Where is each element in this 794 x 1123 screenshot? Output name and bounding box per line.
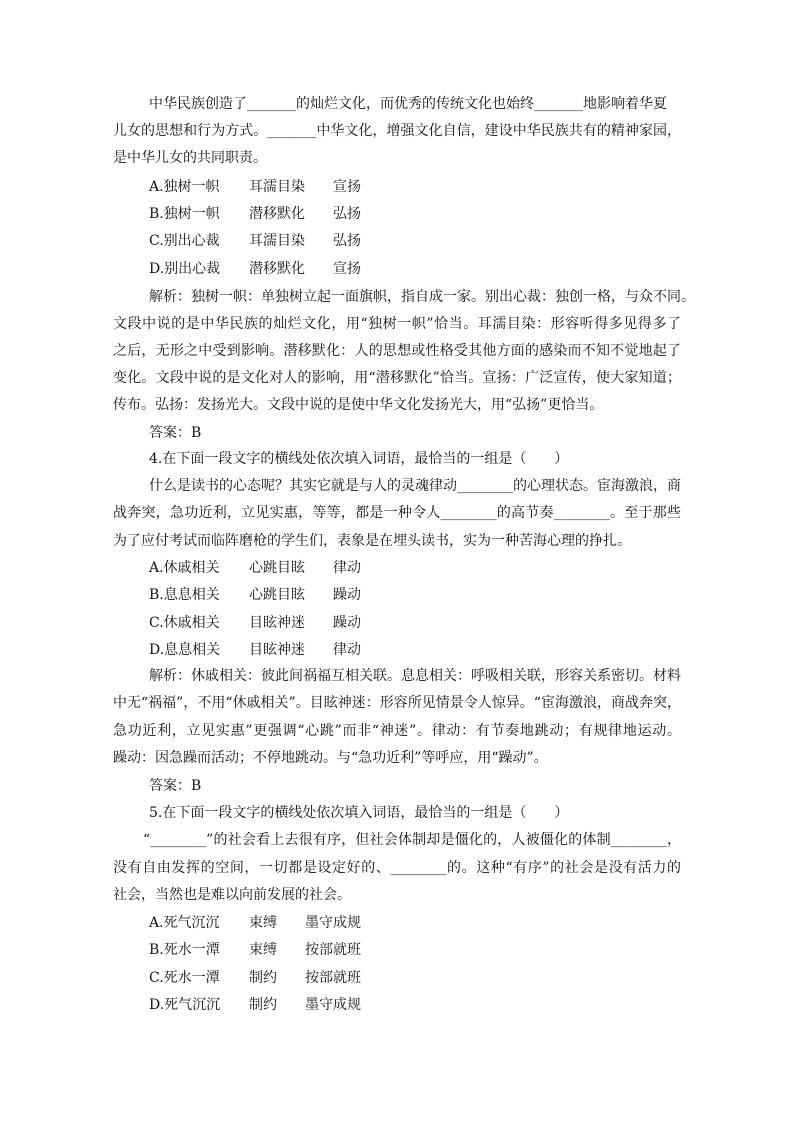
option-word-3: 墨守成规: [305, 915, 361, 931]
option-word-2: 耳濡目染: [249, 233, 305, 249]
option-label: B.息息相关: [149, 587, 220, 603]
option-word-2: 束缚: [249, 915, 277, 931]
option-label: A.休戚相关: [149, 560, 220, 576]
q4-passage-line-2: 战奔突，急功近利，立见实惠，等等，都是一种令人________的高节奏________。至于那些: [113, 505, 681, 521]
q3-passage-line-3: 是中华儿女的共同职责。: [113, 150, 267, 166]
option-word-3: 按部就班: [305, 970, 361, 986]
q4-passage-line-3: 为了应付考试而临阵磨枪的学生们，表象是在埋头读书，实为一种苦海心理的挣扎。: [113, 533, 631, 549]
q3-explanation-line-2: 文段中说的是中华民族的灿烂文化，用“独树一帜”恰当。耳濡目染：形容听得多见得多了: [113, 316, 681, 332]
q4-explanation-line-2: 中无“祸福”，不用“休戚相关”。目眩神迷：形容所见情景令人惊异。“宦海激浪，商战奔突，: [113, 695, 681, 711]
q3-explanation-line-4: 变化。文段中说的是文化对人的影响，用“潜移默化”恰当。宣扬：广泛宣传，使大家知道；: [113, 370, 681, 386]
option-word-2: 心跳目眩: [249, 560, 305, 576]
option-word-2: 潜移默化: [249, 261, 305, 277]
option-word-3: 按部就班: [305, 942, 361, 958]
option-label: C.别出心裁: [149, 233, 220, 249]
q4-explanation-line-1: 解析：休戚相关：彼此间祸福互相关联。息息相关：呼吸相关联，形容关系密切。材料: [149, 668, 681, 684]
option-word-2: 制约: [249, 997, 277, 1013]
q3-explanation-line-1: 解析：独树一帜：单独树立起一面旗帜，指自成一家。别出心裁：独创一格，与众不同。: [149, 289, 695, 305]
option-label: C.休戚相关: [149, 615, 220, 631]
q3-passage-line-1: 中华民族创造了_______的灿烂文化，而优秀的传统文化也始终_______地影响着华夏: [149, 96, 667, 112]
option-label: B.死水一潭: [149, 942, 220, 958]
option-word-2: 潜移默化: [249, 206, 305, 222]
option-word-2: 心跳目眩: [249, 587, 305, 603]
option-word-2: 束缚: [249, 942, 277, 958]
option-label: A.死气沉沉: [149, 915, 220, 931]
q3-answer: 答案：B: [149, 425, 202, 441]
q5-title: 5.在下面一段文字的横线处依次填入词语，最恰当的一组是（ ）: [149, 805, 569, 821]
option-word-2: 耳濡目染: [249, 179, 305, 195]
option-word-2: 目眩神迷: [249, 615, 305, 631]
q4-explanation-line-3: 急功近利，立见实惠”更强调“心跳”而非“神迷”。律动：有节奏地跳动；有规律地运动。: [113, 723, 681, 739]
option-word-3: 躁动: [333, 587, 361, 603]
option-word-3: 律动: [333, 560, 361, 576]
q5-passage-line-1: “________”的社会看上去很有序，但社会体制却是僵化的，人被僵化的体制________，: [143, 832, 681, 848]
option-word-3: 律动: [333, 642, 361, 658]
q5-passage-line-3: 社会，当然也是难以向前发展的社会。: [113, 887, 351, 903]
option-word-3: 宣扬: [333, 179, 361, 195]
q4-answer: 答案：B: [149, 778, 202, 794]
q3-explanation-line-3: 之后，无形之中受到影响。潜移默化：人的思想或性格受其他方面的感染而不知不觉地起了: [113, 343, 681, 359]
option-word-3: 弘扬: [333, 233, 361, 249]
option-label: B.独树一帜: [149, 206, 220, 222]
option-word-3: 躁动: [333, 615, 361, 631]
option-word-3: 弘扬: [333, 206, 361, 222]
option-label: D.死气沉沉: [149, 997, 221, 1013]
option-word-3: 墨守成规: [305, 997, 361, 1013]
option-label: A.独树一帜: [149, 179, 220, 195]
option-word-2: 目眩神迷: [249, 642, 305, 658]
q4-title: 4.在下面一段文字的横线处依次填入词语，最恰当的一组是（ ）: [149, 451, 569, 467]
q4-passage-line-1: 什么是读书的心态呢？其实它就是与人的灵魂律动________的心理状态。宦海激浪，商: [149, 478, 681, 494]
q4-explanation-line-4: 躁动：因急躁而活动；不停地跳动。与“急功近利”等呼应，用“躁动”。: [113, 750, 548, 766]
option-word-2: 制约: [249, 970, 277, 986]
option-word-3: 宣扬: [333, 261, 361, 277]
q3-explanation-line-5: 传布。弘扬：发扬光大。文段中说的是使中华文化发扬光大，用“弘扬”更恰当。: [113, 397, 604, 413]
option-label: D.息息相关: [149, 642, 221, 658]
q3-passage-line-2: 儿女的思想和行为方式。_______中华文化，增强文化自信，建设中华民族共有的精神家园，: [113, 123, 681, 139]
q5-passage-line-2: 没有自由发挥的空间，一切都是设定好的、________的。这种“有序”的社会是没有活力的: [113, 860, 681, 876]
option-label: C.死水一潭: [149, 970, 220, 986]
option-label: D.别出心裁: [149, 261, 221, 277]
